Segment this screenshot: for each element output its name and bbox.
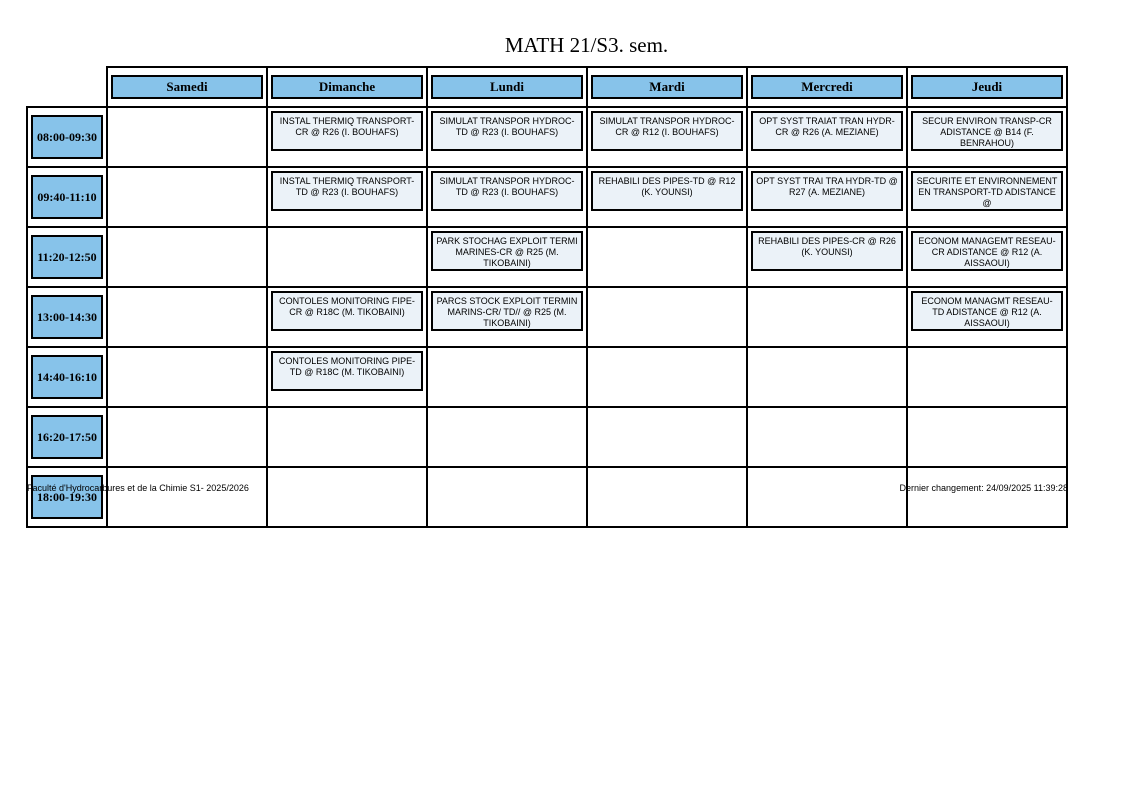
schedule-cell [427,347,587,407]
schedule-cell [587,467,747,527]
page-title: MATH 21/S3. sem. [504,33,669,57]
schedule-cell [107,227,267,287]
schedule-cell [907,167,1067,227]
day-header-lundi: Lundi [431,75,583,99]
time-slot-row [27,107,1067,167]
schedule-cell [747,107,907,167]
schedule-cell [107,287,267,347]
schedule-cell [907,287,1067,347]
day-header-mardi: Mardi [591,75,743,99]
time-slot-label: 18:00-19:30 [31,475,103,519]
course-block[interactable]: SIMULAT TRANSPOR HYDROC-TD @ R23 (I. BOUHAFS) [431,171,583,211]
course-block[interactable]: ECONOM MANAGMT RESEAU-TD ADISTANCE @ R12 (A. AISSAOUI) [911,291,1063,331]
schedule-cell [427,407,587,467]
schedule-cell [587,347,747,407]
schedule-cell [267,467,427,527]
course-block[interactable]: PARK STOCHAG EXPLOIT TERMI MARINES-CR @ R25 (M. TIKOBAINI) [431,231,583,271]
schedule-cell [427,167,587,227]
day-header-samedi: Samedi [111,75,263,99]
schedule-cell [427,287,587,347]
schedule-cell [907,347,1067,407]
schedule-cell [267,167,427,227]
time-slot-label: 08:00-09:30 [31,115,103,159]
schedule-cell [107,107,267,167]
time-slot-row [27,287,1067,347]
course-block[interactable]: REHABILI DES PIPES-TD @ R12 (K. YOUNSI) [591,171,743,211]
time-slot-label: 13:00-14:30 [31,295,103,339]
time-slot-label: 11:20-12:50 [31,235,103,279]
course-block[interactable]: OPT SYST TRAIAT TRAN HYDR-CR @ R26 (A. MEZIANE) [751,111,903,151]
schedule-cell [587,227,747,287]
schedule-cell [107,467,267,527]
day-header-mercredi: Mercredi [751,75,903,99]
corner-cell [27,67,107,107]
schedule-cell [107,347,267,407]
schedule-cell [747,467,907,527]
schedule-cell [747,347,907,407]
course-block[interactable]: PARCS STOCK EXPLOIT TERMIN MARINS-CR/ TD// @ R25 (M. TIKOBAINI) [431,291,583,331]
time-slot-row [27,227,1067,287]
schedule-cell [907,227,1067,287]
schedule-cell [747,227,907,287]
schedule-cell [427,227,587,287]
course-block[interactable]: SIMULAT TRANSPOR HYDROC-CR @ R12 (I. BOUHAFS) [591,111,743,151]
schedule-cell [587,107,747,167]
schedule-cell [907,467,1067,527]
course-block[interactable]: INSTAL THERMIQ TRANSPORT-TD @ R23 (I. BOUHAFS) [271,171,423,211]
schedule-cell [427,107,587,167]
day-header-dimanche: Dimanche [271,75,423,99]
course-block[interactable]: CONTOLES MONITORING FIPE-CR @ R18C (M. TIKOBAINI) [271,291,423,331]
time-slot-label: 14:40-16:10 [31,355,103,399]
schedule-cell [107,407,267,467]
course-block[interactable]: OPT SYST TRAI TRA HYDR-TD @ R27 (A. MEZIANE) [751,171,903,211]
schedule-cell [267,347,427,407]
course-block[interactable]: ECONOM MANAGEMT RESEAU-CR ADISTANCE @ R12 (A. AISSAOUI) [911,231,1063,271]
schedule-cell [267,287,427,347]
course-block[interactable]: INSTAL THERMIQ TRANSPORT-CR @ R26 (I. BOUHAFS) [271,111,423,151]
footer-faculty: Faculté d'Hydrocarbures et de la Chimie S1- 2025/2026 [27,483,249,493]
time-slot-row [27,347,1067,407]
course-block[interactable]: CONTOLES MONITORING PIPE-TD @ R18C (M. TIKOBAINI) [271,351,423,391]
course-block[interactable]: REHABILI DES PIPES-CR @ R26 (K. YOUNSI) [751,231,903,271]
time-slot-row [27,407,1067,467]
schedule-cell [907,407,1067,467]
schedule-cell [587,287,747,347]
schedule-cell [747,287,907,347]
footer-last-change: Dernier changement: 24/09/2025 11:39:28 [899,483,1068,493]
schedule-cell [267,107,427,167]
time-slot-row [27,467,1067,527]
day-header-row [27,67,1067,107]
schedule-cell [907,107,1067,167]
day-header-jeudi: Jeudi [911,75,1063,99]
schedule-cell [747,407,907,467]
schedule-cell [747,167,907,227]
time-slot-label: 16:20-17:50 [31,415,103,459]
schedule-cell [587,407,747,467]
schedule-cell [427,467,587,527]
schedule-cell [267,407,427,467]
schedule-cell [587,167,747,227]
schedule-cell [267,227,427,287]
schedule-cell [107,167,267,227]
timetable [26,66,1068,528]
course-block[interactable]: SIMULAT TRANSPOR HYDROC-TD @ R23 (I. BOUHAFS) [431,111,583,151]
course-block[interactable]: SECURITE ET ENVIRONNEMENT EN TRANSPORT-TD ADISTANCE @ [911,171,1063,211]
time-slot-label: 09:40-11:10 [31,175,103,219]
course-block[interactable]: SECUR ENVIRON TRANSP-CR ADISTANCE @ B14 (F. BENRAHOU) [911,111,1063,151]
time-slot-row [27,167,1067,227]
